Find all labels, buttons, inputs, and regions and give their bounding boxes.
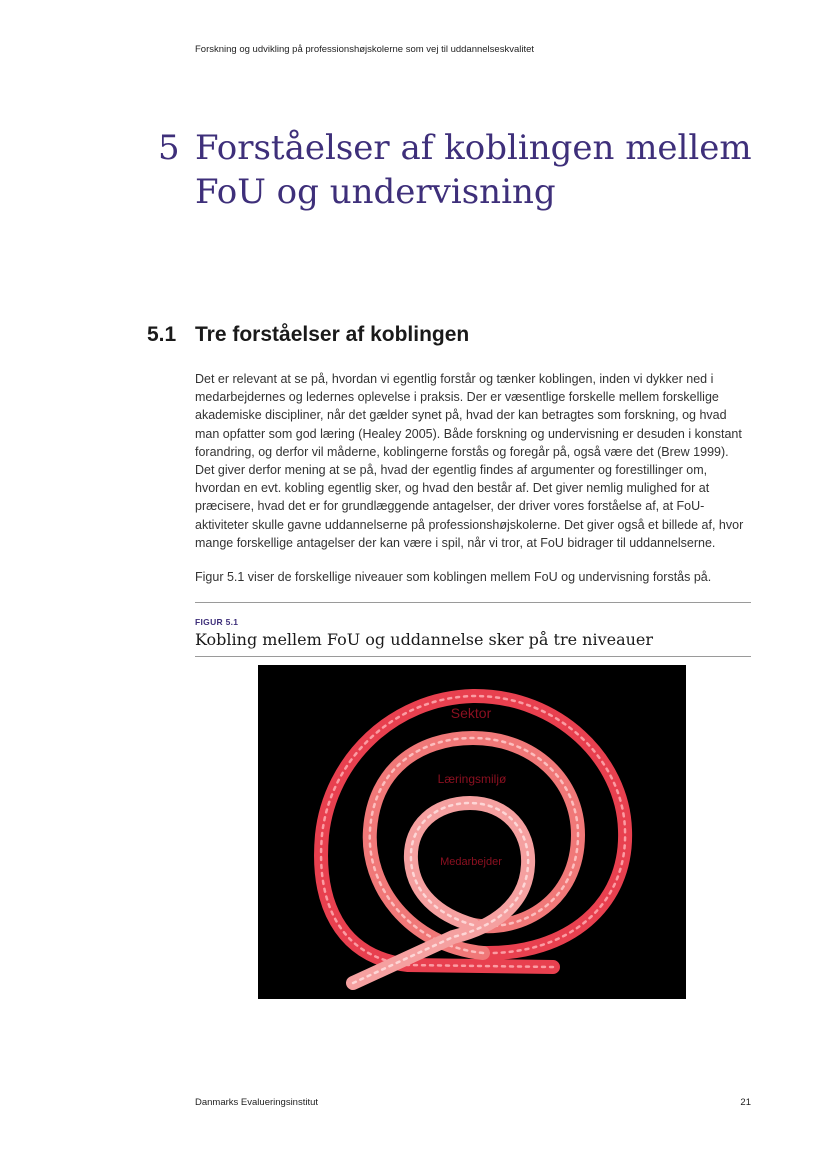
section-number: 5.1: [147, 323, 177, 346]
body-paragraph: Figur 5.1 viser de forskellige niveauer som koblingen mellem FoU og undervisning forstås på.: [195, 570, 712, 584]
body-paragraph: Det er relevant at se på, hvordan vi egentlig forstår og tænker koblingen, inden vi dykker ned i medarbejdernes og ledernes oplevelse i praksis. Der er væsentlige forskelle mellem forskellige akademiske discipliner, når det gælder synet på, hvad der kan betragtes som forskning, og hvad man opfatter som god læring (Healey 2005). Både forskning og undervisning er desuden i konstant forandring, og derfor vil måderne, koblingerne forstås og foregår på, også være det (Brew 1999). Det giver derfor mening at se på, hvad der egentlig findes af argumenter og forestillinger om, hvordan en evt. kobling egentlig sker, og hvad den består af. Det giver nemlig mulighed for at præcisere, hvad det er for grundlæggende antagelser, der driver vores forståelse af, at FoU-aktiviteter skulle gavne uddannelserne på professionshøjskolerne. Det giver også et billede af, hvor mange forskellige antagelser der kan være i spil, når vi tror, at FoU bidrager til uddannelserne.: [195, 372, 744, 550]
figure-label: FIGUR 5.1: [195, 617, 239, 627]
rope-spiral-illustration: [258, 665, 686, 999]
chapter-title: Forståelser af koblingen mellem FoU og undervisning: [195, 128, 752, 212]
level-label-employee: Medarbejder: [440, 856, 502, 868]
figure-bottom-rule: [195, 656, 751, 657]
level-label-sector: Sektor: [450, 705, 492, 721]
level-label-learning-environment: Læringsmiljø: [437, 772, 507, 786]
running-header: Forskning og udvikling på professionshøjskolerne som vej til uddannelseskvalitet: [195, 44, 535, 55]
rope-spiral-figure: [258, 665, 686, 999]
figure-top-rule: [195, 602, 751, 603]
section-title: Tre forståelser af koblingen: [195, 323, 470, 346]
footer-publisher: Danmarks Evalueringsinstitut: [195, 1097, 319, 1108]
chapter-number: 5: [158, 128, 180, 168]
page-number: 21: [740, 1097, 751, 1108]
figure-title: Kobling mellem FoU og uddannelse sker på tre niveauer: [195, 630, 654, 649]
